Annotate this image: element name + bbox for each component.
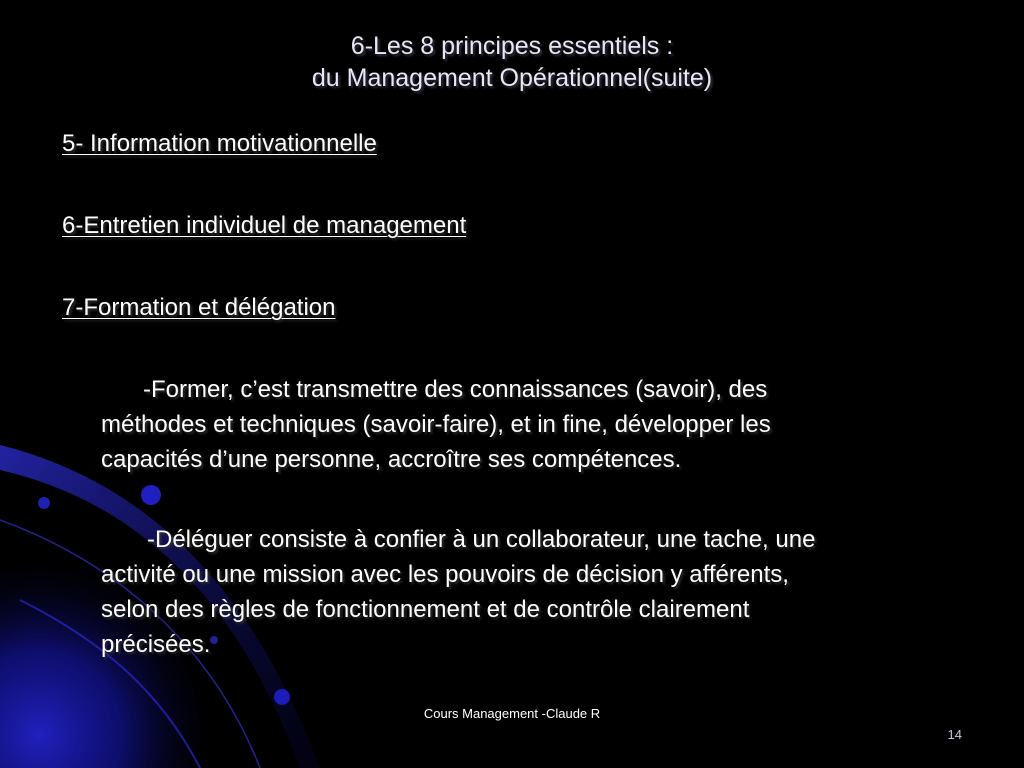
paragraph-line: méthodes et techniques (savoir-faire), et in fine, développer les	[101, 411, 771, 438]
item-formation-link[interactable]: 7-Formation et délégation	[62, 294, 336, 321]
page-number: 14	[947, 727, 962, 742]
slide-title	[0, 30, 1024, 94]
slide-footer: Cours Management -Claude R	[423, 706, 601, 721]
slide-title-line-1: 6-Les 8 principes essentiels :	[350, 32, 674, 60]
paragraph-former	[101, 372, 951, 477]
item-entretien-link[interactable]: 6-Entretien individuel de management	[62, 212, 467, 239]
paragraph-line: capacités d’une personne, accroître ses compétences.	[101, 446, 682, 473]
paragraph-line: précisées.	[101, 631, 211, 658]
blue-orb	[274, 689, 290, 705]
slide-title-line-2: du Management Opérationnel(suite)	[311, 64, 713, 92]
paragraph-deleguer	[101, 522, 951, 662]
blue-orb	[141, 485, 161, 505]
paragraph-line: -Déléguer consiste à confier à un collaborateur, une tache, une	[147, 526, 816, 553]
paragraph-line: -Former, c’est transmettre des connaissances (savoir), des	[143, 376, 768, 403]
blue-orb	[38, 497, 50, 509]
item-information-link[interactable]: 5- Information motivationnelle	[62, 130, 377, 157]
paragraph-line: activité ou une mission avec les pouvoirs de décision y afférents,	[101, 561, 789, 588]
paragraph-line: selon des règles de fonctionnement et de contrôle clairement	[101, 596, 750, 623]
